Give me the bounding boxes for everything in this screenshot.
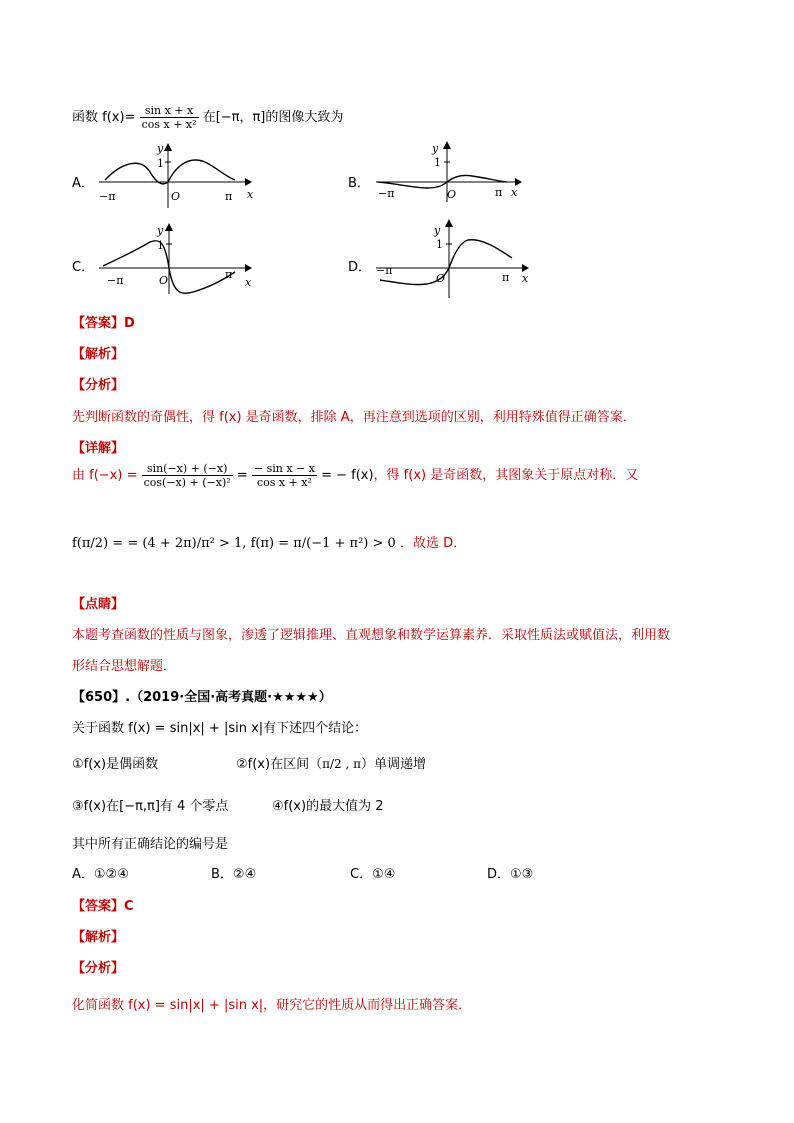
a1-dianjing-text1: 本题考查函数的性质与图象，渗透了逻辑推理、直观想象和数学运算素养．采取性质法或赋值法，利用数 bbox=[72, 628, 671, 643]
q2-conclusion-3: ③f(x)在[−π,π]有 4 个零点 bbox=[72, 799, 229, 814]
q1-fraction bbox=[140, 104, 199, 131]
a2-answer-value: C bbox=[124, 899, 134, 914]
a2-jiexi-tag: 【解析】 bbox=[72, 930, 125, 945]
a2-fenxi-text: 化简函数 f(x) = sin|x| + |sin x|，研究它的性质从而得出正确答案． bbox=[72, 998, 472, 1013]
a1-line1-n1: sin(−x) + (−x) bbox=[146, 462, 228, 475]
a1-fenxi-tag: 【分析】 bbox=[72, 378, 125, 393]
graph-b-x: x bbox=[511, 186, 518, 199]
graph-c-negpi: −π bbox=[107, 274, 124, 287]
a1-dianjing-tag: 【点睛】 bbox=[72, 597, 125, 612]
graph-a-negpi: −π bbox=[99, 190, 116, 203]
graph-d bbox=[372, 218, 532, 300]
a1-line1 bbox=[72, 462, 638, 489]
graph-b bbox=[372, 140, 532, 208]
a1-line1-b: = − f(x) bbox=[321, 468, 374, 483]
a1-line1-n2: − sin x − x bbox=[253, 462, 315, 475]
q2-c2-b: π/2 , π bbox=[322, 757, 361, 771]
graph-b-origin: O bbox=[447, 188, 457, 201]
a1-line2 bbox=[72, 532, 466, 551]
q2-choice-a[interactable]: A．①②④ bbox=[72, 867, 129, 882]
a1-line1-a: 由 f(−x) = bbox=[72, 468, 138, 483]
graph-a-one: 1 bbox=[157, 157, 164, 170]
graph-b-y: y bbox=[432, 142, 439, 155]
graph-a-x: x bbox=[247, 188, 254, 201]
q2-stem: 关于函数 f(x) = sin|x| + |sin x|有下述四个结论： bbox=[72, 721, 368, 736]
q1-prefix: 函数 f(x)= bbox=[72, 110, 136, 125]
q2-conclusion-4: ④f(x)的最大值为 2 bbox=[272, 799, 384, 814]
graph-c-pi: π bbox=[225, 268, 233, 281]
q1-frac-num: sin x + x bbox=[144, 104, 194, 117]
a1-line2-a: f(π/2) = bbox=[72, 536, 124, 551]
graph-c-y: y bbox=[157, 224, 164, 237]
q1-suffix: 在[−π，π]的图像大致为 bbox=[202, 110, 344, 125]
a1-line1-c: ，得 f(x) 是奇函数，其图象关于原点对称．又 bbox=[373, 468, 639, 483]
graph-d-negpi: −π bbox=[376, 264, 393, 277]
a1-line1-d2: cos x + x² bbox=[252, 475, 317, 489]
a1-line1-frac2 bbox=[252, 462, 317, 489]
graph-b-one: 1 bbox=[434, 156, 441, 169]
q2-header: 【650】.（2019·全国·高考真题·★★★★） bbox=[72, 690, 332, 705]
option-b-label[interactable]: B． bbox=[348, 176, 370, 191]
a2-fenxi-tag: 【分析】 bbox=[72, 961, 125, 976]
graph-c-origin: O bbox=[159, 274, 169, 287]
q2-ask: 其中所有正确结论的编号是 bbox=[72, 837, 229, 852]
graph-c-one: 1 bbox=[157, 239, 164, 252]
graph-c bbox=[95, 222, 255, 294]
q2-conclusion-2 bbox=[236, 753, 426, 772]
graph-a bbox=[95, 142, 255, 210]
q2-choice-c[interactable]: C．①④ bbox=[350, 867, 396, 882]
graph-a-pi: π bbox=[225, 190, 233, 203]
a2-answer bbox=[72, 895, 134, 914]
graph-b-pi: π bbox=[495, 186, 503, 199]
a1-line1-frac1 bbox=[142, 462, 233, 489]
graph-b-negpi: −π bbox=[378, 187, 395, 200]
graph-a-y: y bbox=[157, 142, 164, 155]
q2-choice-b[interactable]: B．②④ bbox=[211, 867, 257, 882]
option-c-label[interactable]: C． bbox=[72, 260, 95, 275]
graph-d-one: 1 bbox=[436, 238, 443, 251]
graph-a-origin: O bbox=[171, 190, 181, 203]
graph-d-y: y bbox=[434, 224, 441, 237]
graph-d-pi: π bbox=[502, 271, 510, 284]
a1-line2-b: ．故选 D． bbox=[399, 536, 467, 551]
a1-jiexi-tag: 【解析】 bbox=[72, 347, 125, 362]
q2-choice-d[interactable]: D．①③ bbox=[487, 867, 534, 882]
graph-d-x: x bbox=[522, 272, 529, 285]
a1-line1-eq: = bbox=[236, 468, 248, 483]
q2-c2-a: ②f(x)在区间（ bbox=[236, 757, 323, 772]
a2-answer-tag: 【答案】 bbox=[72, 899, 125, 914]
a1-fenxi-text: 先判断函数的奇偶性，得 f(x) 是奇函数，排除 A，再注意到选项的区别，利用特殊值得正确答案． bbox=[72, 410, 636, 425]
a1-line2-expr: = (4 + 2π)/π² > 1, f(π) = π/(−1 + π²) > 0 bbox=[127, 536, 396, 551]
a1-answer bbox=[72, 312, 135, 331]
a1-dianjing-text2: 形结合思想解题． bbox=[72, 659, 177, 674]
option-a-label[interactable]: A． bbox=[72, 176, 94, 191]
q1-stem bbox=[72, 104, 343, 131]
q1-frac-den: cos x + x² bbox=[141, 118, 197, 131]
q2-conclusion-1: ①f(x)是偶函数 bbox=[72, 757, 159, 772]
a1-answer-tag: 【答案】 bbox=[72, 316, 125, 331]
option-d-label[interactable]: D． bbox=[348, 260, 372, 275]
a1-xiangjie-tag: 【详解】 bbox=[72, 441, 125, 456]
graph-c-x: x bbox=[245, 276, 252, 289]
q2-c2-c: ）单调递增 bbox=[360, 757, 426, 772]
graph-d-origin: O bbox=[436, 272, 446, 285]
a1-answer-value: D bbox=[124, 316, 135, 331]
a1-line1-d1: cos(−x) + (−x)² bbox=[143, 476, 231, 489]
